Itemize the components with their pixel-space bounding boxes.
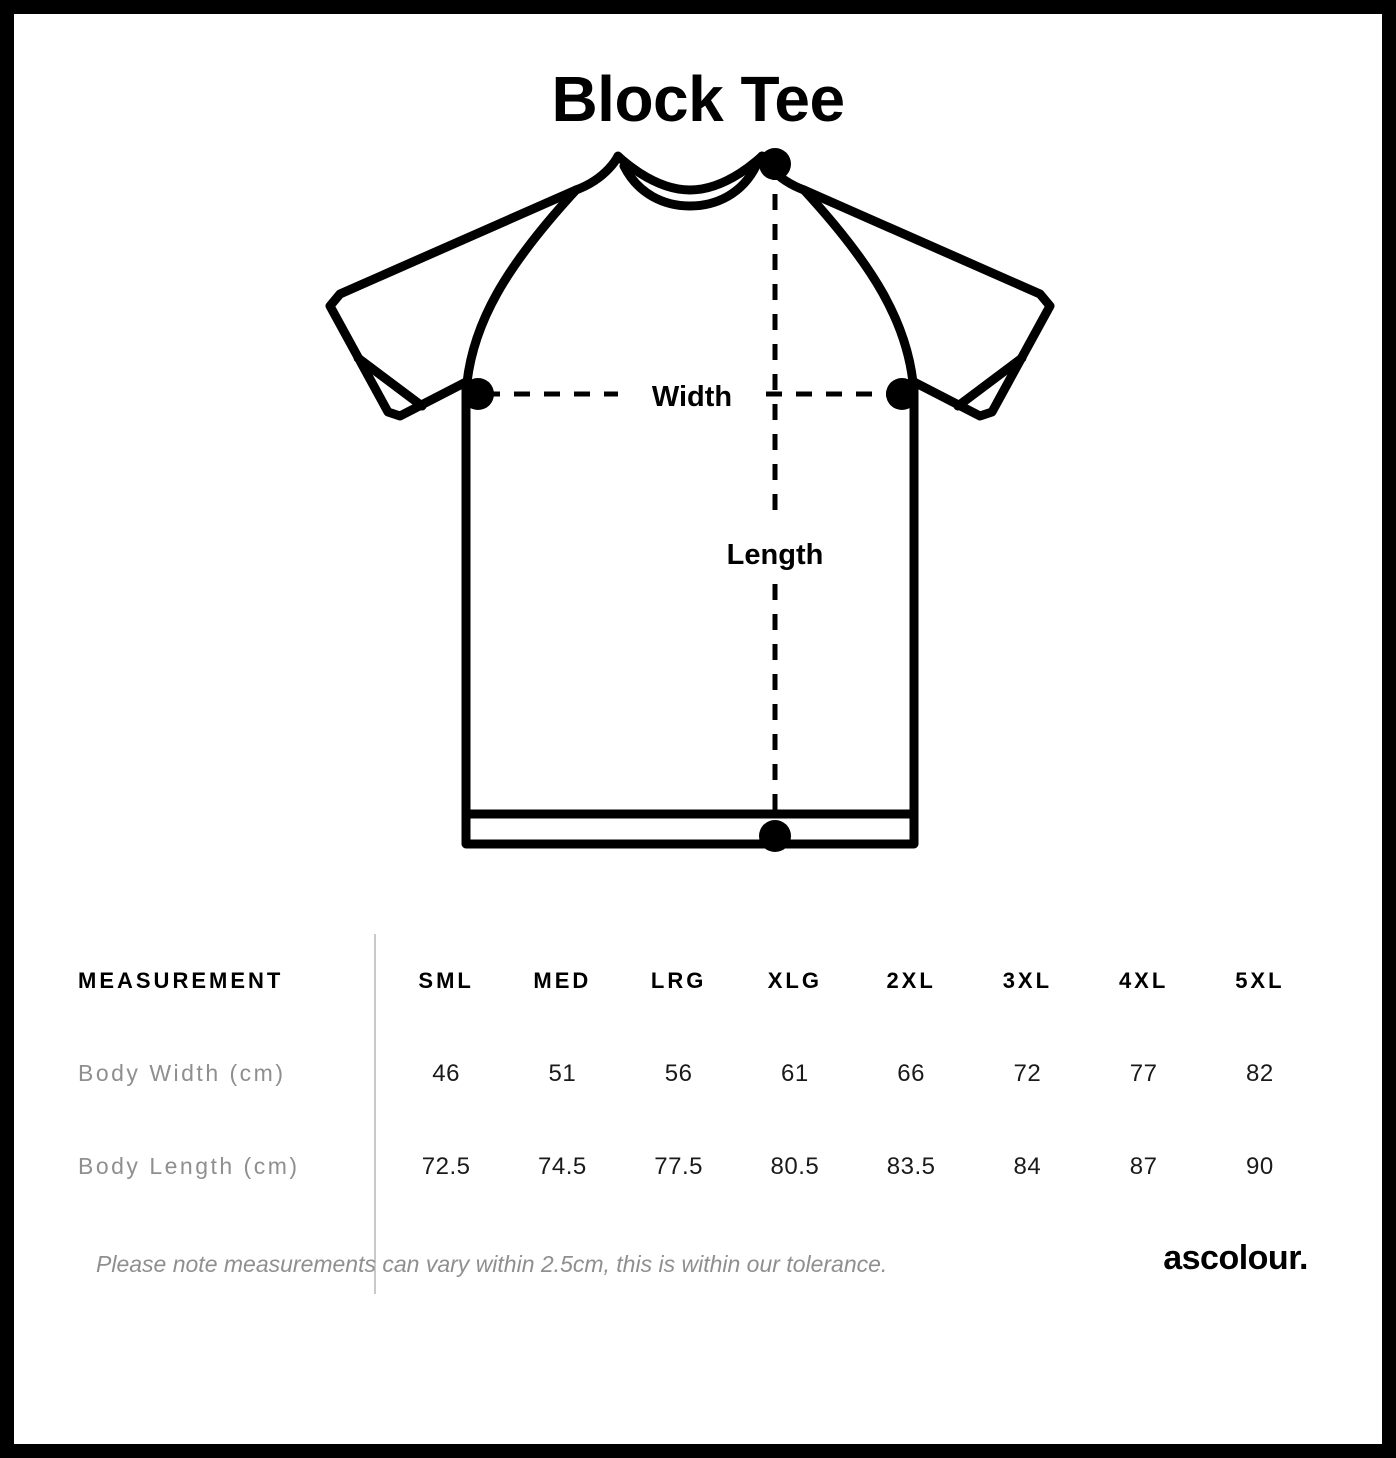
brand-logo: ascolour.: [1163, 1239, 1308, 1278]
row-label-body-width: Body Width (cm): [78, 1060, 286, 1087]
size-header-lrg: LRG: [650, 967, 707, 993]
body-length-med: 74.5: [538, 1152, 587, 1180]
body-width-lrg: 56: [664, 1059, 693, 1087]
body-length-4xl: 87: [1129, 1152, 1158, 1180]
body-width-xlg: 61: [781, 1059, 809, 1087]
size-header-med: MED: [533, 967, 592, 993]
measurements-table: [78, 934, 1318, 1213]
tolerance-note: Please note measurements can vary within 2.5cm, this is within our tolerance.: [96, 1251, 888, 1278]
shirt-body-path: [330, 156, 1050, 844]
body-width-4xl: 77: [1129, 1059, 1158, 1087]
body-length-sml: 72.5: [421, 1152, 471, 1180]
footer: [78, 1239, 1318, 1278]
left-armhole-line: [466, 190, 576, 394]
length-top-endpoint: [759, 148, 791, 180]
width-right-endpoint: [886, 378, 918, 410]
body-width-med: 51: [548, 1059, 577, 1087]
table-row: [78, 1120, 1318, 1213]
body-width-3xl: 72: [1013, 1059, 1042, 1087]
t-shirt-illustration: [318, 144, 1078, 884]
body-length-xlg: 80.5: [770, 1152, 820, 1180]
body-length-5xl: 90: [1246, 1152, 1274, 1180]
body-width-5xl: 82: [1246, 1059, 1274, 1087]
page-title: Block Tee: [551, 63, 845, 135]
length-bottom-endpoint: [759, 820, 791, 852]
size-header-3xl: 3XL: [1002, 967, 1053, 993]
body-width-sml: 46: [432, 1059, 460, 1087]
length-label: Length: [726, 539, 824, 572]
garment-diagram: [14, 144, 1382, 934]
size-header-xlg: XLG: [767, 967, 822, 993]
body-width-2xl: 66: [897, 1059, 925, 1087]
width-label: Width: [651, 381, 733, 414]
table-header-row: [78, 934, 1318, 1027]
table-row: [78, 1027, 1318, 1120]
body-length-lrg: 77.5: [654, 1152, 703, 1180]
right-armhole-line: [804, 190, 914, 394]
size-header-4xl: 4XL: [1118, 967, 1169, 993]
measurements-table-area: [78, 934, 1318, 1213]
width-left-endpoint: [462, 378, 494, 410]
row-label-body-length: Body Length (cm): [78, 1153, 300, 1180]
body-length-3xl: 84: [1013, 1152, 1042, 1180]
size-header-sml: SML: [418, 967, 474, 993]
size-header-5xl: 5XL: [1235, 967, 1285, 993]
body-length-2xl: 83.5: [886, 1152, 936, 1180]
measurement-column-header: MEASUREMENT: [78, 967, 284, 993]
size-header-2xl: 2XL: [886, 967, 936, 993]
